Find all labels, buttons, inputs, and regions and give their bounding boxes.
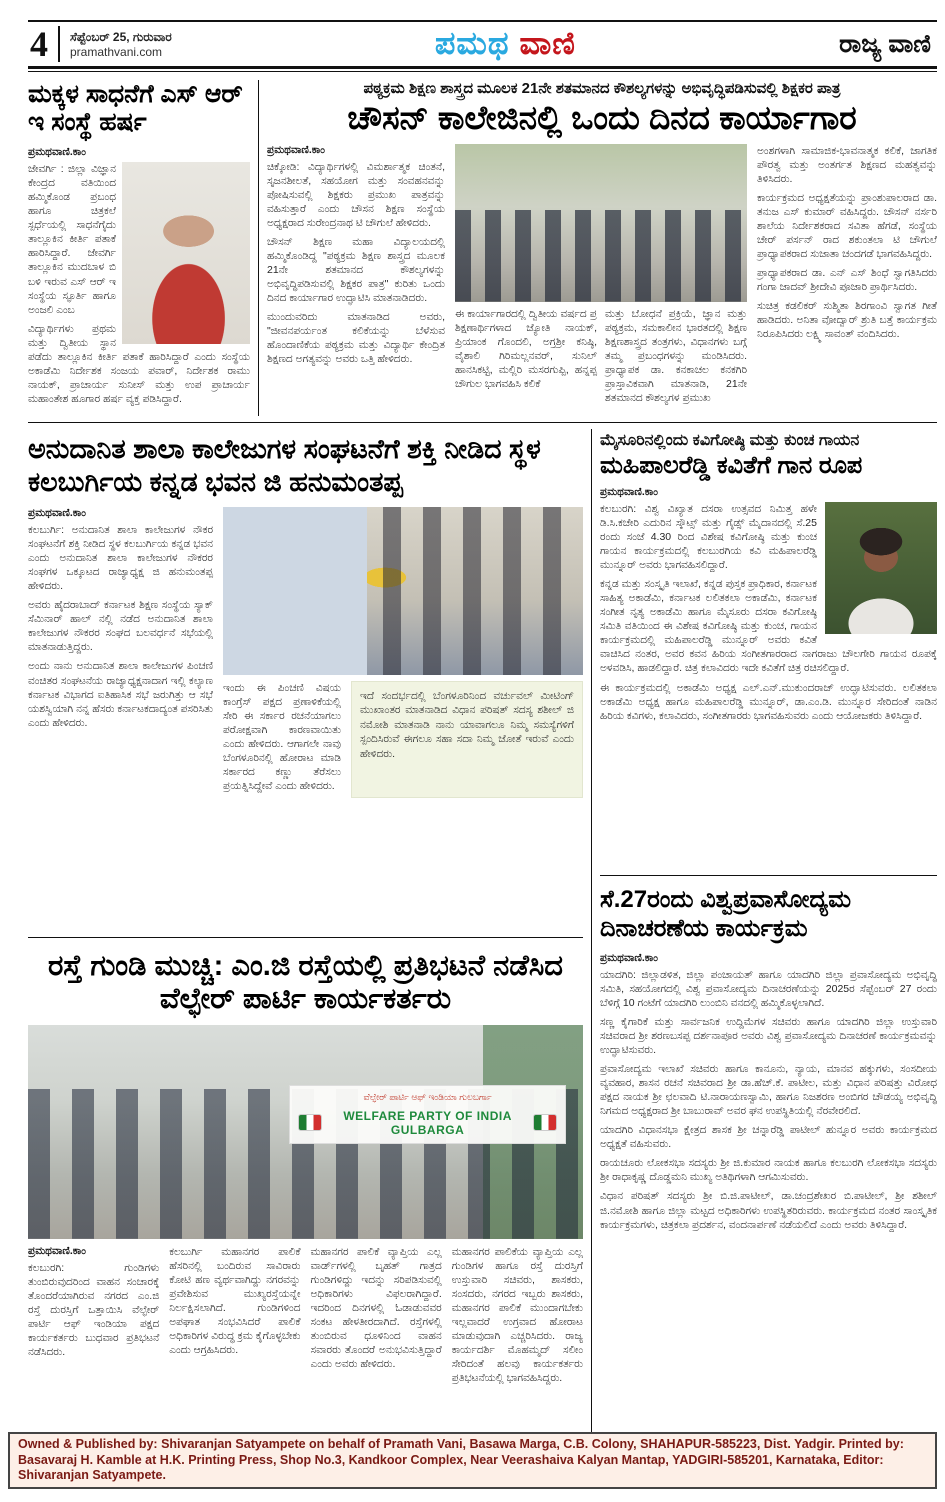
article-anudanit — [28, 429, 583, 931]
column-rule — [591, 429, 592, 1451]
banner-kannada-line: ವೆಲ್ಫೇರ್ ಪಾರ್ಟಿ ಆಫ್ ಇಂಡಿಯಾ ಗುಲಬರ್ಗಾ — [363, 1091, 492, 1102]
body-paragraph: ವಿಧಾನ ಪರಿಷತ್ ಸದಸ್ಯರು ಶ್ರೀ ಬಿ.ಜಿ.ಪಾಟೀಲ್, ಡಾ.ಚಂದ್ರಶೇಖರ ಬಿ.ಪಾಟೀಲ್, ಶ್ರೀ ಶಶೀಲ್ ಜಿ.ನಮೋಶಿ ಹಾಗೂ ಜಿಲ್ಲಾ ಮಟ್ಟದ ಅಧಿಕಾರಿಗಳು ಉಪಸ್ಥಿತರಿರುವರು. ಕಾರ್ಯಕ್ರಮದ ನಂತರ ಸಾಂಸ್ಕೃತಿಕ ಕಾರ್ಯಕ್ರಮಗಳು, ಚಿತ್ರಕಲಾ ಪ್ರದರ್ಶನ, ವಂದನಾರ್ಪಣೆ ನಡೆಯಲಿದೆ ಎಂದು ಅವರು ತಿಳಿಸಿದ್ದಾರೆ. — [600, 1190, 937, 1231]
protest-banner — [289, 1085, 567, 1144]
edition-date: ಸೆಪ್ಟೆಂಬರ್ 25, ಗುರುವಾರ — [70, 29, 172, 44]
article-chausan-byline: ಪ್ರಮಥವಾಣಿ.ಕಾಂ — [267, 143, 325, 156]
masthead — [28, 20, 937, 72]
student-portrait-photo — [122, 162, 250, 344]
body-paragraph: ಮಹಾನಗರ ಪಾಲಿಕೆ ವ್ಯಾಪ್ತಿಯ ಎಲ್ಲ ವಾರ್ಡ್‌ಗಳಲ್ಲಿ ಬೃಹತ್ ಗಾತ್ರದ ಗುಂಡಿಗಳಿದ್ದು ಇದನ್ನು ಸರಿಪಡಿಸುವಲ್ಲಿ ಅಧಿಕಾರಿಗಳು ವಿಫಲರಾಗಿದ್ದಾರೆ. ಇದರಿಂದ ದಿನಗಳಲ್ಲಿ ಓಡಾಡುವವರ ಸಂಕಟ ಹೇಳತೀರದಾಗಿದೆ. ರಸ್ತೆಗಳಲ್ಲಿ ತುಂಬಿರುವ ಧೂಳಿನಿಂದ ವಾಹನ ಸವಾರರು ತೊಂದರೆ ಅನುಭವಿಸುತ್ತಿದ್ದಾರೆ ಎಂದು ಅವರು ಹೇಳಿದರು. — [310, 1245, 442, 1371]
article-tourism — [600, 882, 937, 1451]
lower-section — [28, 429, 937, 1451]
section-divider — [600, 875, 937, 876]
section-divider — [28, 422, 937, 423]
workshop-group-photo — [455, 144, 747, 302]
highlight-box — [351, 681, 583, 799]
section-name: ರಾಜ್ಯ ವಾಣಿ — [839, 29, 931, 58]
article-anudanit-headline: ಅನುದಾನಿತ ಶಾಲಾ ಕಾಲೇಜುಗಳ ಸಂಘಟನೆಗೆ ಶಕ್ತಿ ನೀಡಿದ ಸ್ಥಳ ಕಲಬುರ್ಗಿಯ ಕನ್ನಡ ಭವನ ಜಿ ಹನುಮಂತಪ್ಪ — [28, 434, 541, 497]
body-paragraph: ಪ್ರವಾಸೋದ್ಯಮ ಇಲಾಖೆ ಸಚಿವರು ಹಾಗೂ ಕಾನೂನು, ನ್ಯಾಯ, ಮಾನವ ಹಕ್ಕುಗಳು, ಸಂಸದೀಯ ವ್ಯವಹಾರ, ಶಾಸನ ರಚನೆ ಸಚಿವರಾದ ಶ್ರೀ ಡಾ.ಹೆಚ್.ಕೆ. ಪಾಟೀಲ, ಮತ್ತು ವಿಧಾನ ಪರಿಷತ್ತು ವಿರೋಧ ಪಕ್ಷದ ನಾಯಕ ಶ್ರೀ ಛಲವಾದಿ ಟಿ.ನಾರಾಯಣಸ್ವಾಮಿ, ಹಾಗೂ ನಿಜಶರಣ ಅಂಬಿಗರ ಚೌಡಯ್ಯ ಅಭಿವೃದ್ಧಿ ನಿಗಮದ ಅಧ್ಯಕ್ಷರಾದ ಶ್ರೀ ಬಾಬುರಾವ್ ಅವರ ಘನ ಉಪಸ್ಥಿತಿಯಲ್ಲಿ ನೆರವೇರಲಿದೆ. — [600, 1062, 937, 1118]
website-url: pramathvani.com — [70, 44, 163, 59]
body-paragraph: ಯಾದಗಿರಿ ವಿಧಾನಸಭಾ ಕ್ಷೇತ್ರದ ಶಾಸಕ ಶ್ರೀ ಚನ್ನಾರೆಡ್ಡಿ ಪಾಟೀಲ್ ಹುನ್ನೂರ ಅವರು ಕಾರ್ಯಕ್ರಮದ ಅಧ್ಯಕ್ಷತೆ ವಹಿಸುವರು. — [600, 1124, 937, 1151]
body-paragraph: ಮಹಾನಗರ ಪಾಲಿಕೆಯ ವ್ಯಾಪ್ತಿಯ ಎಲ್ಲ ಗುಂಡಿಗಳ ಹಾಗೂ ರಸ್ತೆ ದುರಸ್ತಿಗೆ ಉಸ್ತುವಾರಿ ಸಚಿವರು, ಶಾಸಕರು, ಸಂಸದರು, ನಗರದ ಇಬ್ಬರು ಶಾಸಕರು, ಮಹಾನಗರ ಪಾಲಿಕೆ ಮುಂದಾಗಬೇಕು ಇಲ್ಲವಾದರೆ ಉಗ್ರವಾದ ಹೋರಾಟ ಮಾಡುವುದಾಗಿ ಎಚ್ಚರಿಸಿದರು. ರಾಜ್ಯ ಕಾರ್ಯದರ್ಶಿ ಮೊಹಮ್ಮದ್ ಸಲೀಂ ಸೇರಿದಂತೆ ಹಲವು ಕಾರ್ಯಕರ್ತರು ಪ್ರತಿಭಟನೆಯಲ್ಲಿ ಭಾಗವಹಿಸಿದ್ದರು. — [451, 1245, 583, 1385]
body-paragraph: ಕಾರ್ಯಕ್ರಮದ ಅಧ್ಯಕ್ಷತೆಯನ್ನು ಪ್ರಾಂಶುಪಾಲರಾದ ಡಾ. ತನುಜ ಎಸ್ ಕುಮಾರ್ ವಹಿಸಿದ್ದರು. ಚೌಸನ್ ನರ್ಸರಿ ಶಾಲೆಯ ನಿರ್ದೇಶಕರಾದ ಸವಿತಾ ಹೆಗಡೆ, ಸಂಸ್ಥೆಯ ಚೇರ್ ಪರ್ಸನ್ ರಾದ ಶಕುಂತಲಾ ಟಿ ಚೌಗುಲೆ ಪ್ರಾಧ್ಯಾಪಕರಾದ ಸುಜಾತಾ ಚಂದಗಡೆ ಭಾಗವಹಿಸಿದ್ದರು. — [757, 191, 937, 261]
protest-crowd-photo — [28, 1025, 583, 1239]
body-paragraph: ಪ್ರಾಧ್ಯಾಪಕರಾದ ಡಾ. ಎನ್ ಎಸ್ ಶಿಂಧೆ ಸ್ವಾಗತಿಸಿದರು ಗಂಗಾ ಜಾದವ್ ಶ್ರೀದೇವಿ ಪೂಜಾರಿ ಪ್ರಾರ್ಥಿಸಿದರು. — [757, 267, 937, 294]
article-kavigoshti-headline: ಮಹಿಪಾಲರೆಡ್ಡಿ ಕವಿತೆಗೆ ಗಾನ ರೂಪ — [600, 452, 863, 480]
masthead-rule-thin — [28, 71, 937, 72]
body-paragraph: ಜೇವರ್ಗಿ : ಜಿಲ್ಲಾ ವಿಜ್ಞಾನ ಕೇಂದ್ರದ ವತಿಯಿಂದ ಹಮ್ಮಿಕೊಂಡ ಪ್ರಬಂಧ ಹಾಗೂ ಚಿತ್ರಕಲೆ ಸ್ಪರ್ಧೆಯಲ್ಲಿ ಸಾಧನೆಗೈದು ತಾಲ್ಲೂಕಿನ ಕೀರ್ತಿ ಪತಾಕೆ ಹಾರಿಸಿದ್ದಾರೆ. ಜೇವರ್ಗಿ ತಾಲ್ಲೂಕಿನ ಮುದಬಾಳ ಬಿ ಬಳಿ ಇರುವ ಎಸ್ ಆರ್ ಇ ಸಂಸ್ಥೆಯ ಸ್ಫೂರ್ತಿ ಹಾಗೂ ಅಂಜಲಿ ಎಂಬ — [28, 163, 116, 316]
body-paragraph: ಯಾದಗಿರಿ: ಜಿಲ್ಲಾಡಳಿತ, ಜಿಲ್ಲಾ ಪಂಚಾಯತ್ ಹಾಗೂ ಯಾದಗಿರಿ ಜಿಲ್ಲಾ ಪ್ರವಾಸೋದ್ಯಮ ಅಭಿವೃದ್ಧಿ ಸಮಿತಿ, ಸಹಯೋಗದಲ್ಲಿ ವಿಶ್ವ ಪ್ರವಾಸೋದ್ಯಮ ದಿನಾಚರಣೆಯನ್ನು 2025ರ ಸೆಪ್ಟೆಂಬರ್ 27 ರಂದು ಬೆಳಿಗ್ಗೆ 10 ಗಂಟೆಗೆ ಯಾದಗಿರಿ ಲುಂಬಿನಿ ವನದಲ್ಲಿ ಹಮ್ಮಿಕೊಳ್ಳಲಾಗಿದೆ. — [600, 968, 937, 1009]
highlight-paragraph: ಇದೆ ಸಂದರ್ಭದಲ್ಲಿ ಬೆಂಗಳೂರಿನಿಂದ ವರ್ಚುವಲ್ ಮೀಟಿಂಗ್ ಮುಖಾಂತರ ಮಾತನಾಡಿದ ವಿಧಾನ ಪರಿಷತ್ ಸದಸ್ಯ ಶಶೀಲ್ ಜಿ ನಮೋಶಿ ಮಾತನಾಡಿ ನಾನು ಯಾವಾಗಲೂ ನಿಮ್ಮ ಸಮಸ್ಯೆಗಳಿಗೆ ಸ್ಪಂದಿಸಿರುವೆ ಈಗಲೂ ಸಹಾ ಸದಾ ನಿಮ್ಮ ಜೋತೆ ಇರುವೆ ಎಂದು ಹೇಳಿದರು. — [360, 689, 574, 760]
article-kavigoshti-byline: ಪ್ರಮಥವಾಣಿ.ಕಾಂ — [600, 485, 658, 498]
paper-title — [172, 25, 839, 63]
party-flag-icon — [298, 1114, 322, 1131]
body-paragraph: ಅಂದು ನಾನು ಅನುದಾನಿತ ಶಾಲಾ ಕಾಲೇಜುಗಳ ಪಿಂಚಣಿ ವಂಚಿತರ ಸಂಘಟನೆಯ ರಾಜ್ಯಾಧ್ಯಕ್ಷನಾದಾಗ ಇಲ್ಲಿ ಕಲ್ಯಾಣ ಕರ್ನಾಟಕ ವಿಭಾಗದ ಐತಿಹಾಸಿಕ ಸಭೆ ಜರುಗಿತ್ತು ಆ ಸಭೆ ಯಶಸ್ವಿಯಾಗಿ ನನ್ನ ಹೆಸರು ಕರ್ನಾಟಕದಾದ್ಯಂತ ಪಸರಿಸಿತು ಎಂದು ಹೇಳಿದರು. — [28, 660, 213, 729]
article-chausan-photo-column — [455, 144, 747, 416]
body-paragraph: ಈ ಕಾರ್ಯಾಗಾರದಲ್ಲಿ ದ್ವಿತೀಯ ವರ್ಷದ ಪ್ರ ಶಿಕ್ಷಣಾರ್ಥಿಗಳಾದ ಜ್ಯೋತಿ ನಾಯಕ್, ಪ್ರಿಯಾಂಕ ಗೊಂದಲಿ, ಅಗ್ರಶ್ರೀ ಕನಿಷ್ಠಿ, ವೈಶಾಲಿ ಗಿರಿಮಲ್ಲನವರ್, ಸುನಿಲ್ ಹಾನಸಿಕಟ್ಟಿ, ಮಲ್ಲಿರಿ ಮಸರಗುಪ್ಪಿ, ಹನ್ನಪ್ಪ ಚೌಗುಲ ಭಾಗವಹಿಸಿ ಕಲಿಕೆ — [455, 307, 597, 390]
imprint-text: Owned & Published by: Shivaranjan Satyampete on behalf of Pramath Vani, Basawa Marga, C.B. Colony, SHAHAPUR-585223, Dist. Yadgir. Printed by: Basavaraj H. Kamble at H.K. Printing Press, Shop No.3, Kandkoor Complex, Near Veerashaiva Kalyan Mantap, YADGIRI-585201, Karnataka, Editor: Shivaranjan Satyampete. — [18, 1437, 904, 1483]
article-kavigoshti — [600, 429, 937, 869]
article-anudanit-photo-column — [223, 507, 583, 799]
article-sre — [28, 80, 250, 416]
article-protest-headline: ರಸ್ತೆ ಗುಂಡಿ ಮುಚ್ಚಿ: ಎಂ.ಜಿ ರಸ್ತೆಯಲ್ಲಿ ಪ್ರತಿಭಟನೆ ನಡೆಸಿದ ವೆಲ್ಫೇರ್ ಪಾರ್ಟಿ ಕಾರ್ಯಕರ್ತರು — [47, 950, 564, 1016]
article-chausan-kicker: ಪಠ್ಯಕ್ರಮ ಶಿಕ್ಷಣ ಶಾಸ್ತ್ರದ ಮೂಲಕ 21ನೇ ಶತಮಾನದ ಕೌಶಲ್ಯಗಳನ್ನು ಅಭಿವೃದ್ಧಿಪಡಿಸುವಲ್ಲಿ ಶಿಕ್ಷಕರ ಪಾತ್ರ — [363, 80, 841, 97]
body-paragraph: ಮುಂದುವರಿದು ಮಾತನಾಡಿದ ಅವರು, "ಜೀವನಪರ್ಯಂತ ಕಲಿಕೆಯನ್ನು ಬೆಳೆಸುವ ಹೊಂದಾಣಿಕೆಯ ಪಠ್ಯಕ್ರಮ ಮತ್ತು ವಿದ್ಯಾರ್ಥಿ ಕೇಂದ್ರಿತ ಶಿಕ್ಷಣದ ಅಗತ್ಯವನ್ನು ಅವರು ಒತ್ತಿ ಹೇಳಿದರು. — [267, 311, 445, 366]
article-anudanit-byline: ಪ್ರಮಥವಾಣಿ.ಕಾಂ — [28, 506, 86, 519]
body-paragraph: ರಾಯಚೂರು ಲೋಕಸಭಾ ಸದಸ್ಯರು ಶ್ರೀ ಜಿ.ಕುಮಾರ ನಾಯಕ ಹಾಗೂ ಕಲಬುರಗಿ ಲೋಕಸಭಾ ಸದಸ್ಯರು ಶ್ರೀ ರಾಧಾಕೃಷ್ಣ ದೊಡ್ಡಮನಿ ಮುಖ್ಯ ಅತಿಥಿಗಳಾಗಿ ಆಗಮಿಸುವರು. — [600, 1157, 937, 1184]
body-paragraph: ಸಣ್ಣ ಕೈಗಾರಿಕೆ ಮತ್ತು ಸಾರ್ವಜನಿಕ ಉದ್ದಿಮೆಗಳ ಸಚಿವರು ಹಾಗೂ ಯಾದಗಿರಿ ಜಿಲ್ಲಾ ಉಸ್ತುವಾರಿ ಸಚಿವರಾದ ಶ್ರೀ ಶರಣಬಸಪ್ಪ ದರ್ಶನಾಪೂರ ಅವರು ವಿಶ್ವ ಪ್ರವಾಸೋದ್ಯಮ ದಿನಾಚರಣೆ ಕಾರ್ಯಕ್ರಮವನ್ನು ಉದ್ಘಾಟಿಸುವರು. — [600, 1015, 937, 1056]
body-paragraph: ಚಿಕ್ಕೋಡಿ: ವಿದ್ಯಾರ್ಥಿಗಳಲ್ಲಿ ವಿಮರ್ಶಾತ್ಮಕ ಚಿಂತನೆ, ಸೃಜನಶೀಲತೆ, ಸಹಯೋಗ ಮತ್ತು ಸಂವಹನವನ್ನು ಪೋಷಿಸುವಲ್ಲಿ ಶಿಕ್ಷಕರು ಪ್ರಮುಖ ಪಾತ್ರವನ್ನು ವಹಿಸುತ್ತಾರೆ ಎಂದು ಚೌಸನ ಶಿಕ್ಷಣ ಸಂಸ್ಥೆಯ ಅಧ್ಯಕ್ಷರಾದ ಸುರೇಂದ್ರನಾಥ ಟಿ ಚೌಗುಲೆ ಹೇಳಿದರು. — [267, 160, 445, 229]
body-paragraph: ಕನ್ನಡ ಮತ್ತು ಸಂಸ್ಕೃತಿ ಇಲಾಖೆ, ಕನ್ನಡ ಪುಸ್ತಕ ಪ್ರಾಧಿಕಾರ, ಕರ್ನಾಟಕ ಸಾಹಿತ್ಯ ಅಕಾಡೆಮಿ, ಕರ್ನಾಟಕ ಲಲಿತಕಲಾ ಅಕಾಡೆಮಿ, ಕರ್ನಾಟಕ ಸಂಗೀತ ನೃತ್ಯ ಅಕಾಡೆಮಿ ಹಾಗೂ ಮೈಸೂರು ದಸರಾ ಕವಿಗೋಷ್ಠಿ ಸಮಿತಿ ವತಿಯಿಂದ ಈ ವಿಶೇಷ ಕವಿಗೋಷ್ಠಿ ಮತ್ತು ಕುಂಚ, ಗಾಯನ ಕಾರ್ಯಕ್ರಮದಲ್ಲಿ ಮಹಿಪಾಲರೆಡ್ಡಿ ಮುನ್ನೂರ್ ಅವರು ಕವಿತೆ ವಾಚಿಸಿದ ನಂತರ, ಅವರ ಕವನ ಹಿರಿಯ ಸಂಗೀತಗಾರರಾದ ನಾಗರಾಜು ಚೌಲಗೇರಿ ಗಾಯನ ರೂಪಕ್ಕೆ ಅಳವಡಿಸಿ, ಹಾಡಲಿದ್ದಾರೆ. ಚಿತ್ರ ಕಲಾವಿದರು ಇದೇ ಕವಿತೆಗೆ ಚಿತ್ರ ರಚಿಸಲಿದ್ದಾರೆ. — [600, 578, 937, 675]
article-kavigoshti-kicker: ಮೈಸೂರಿನಲ್ಲಿಂದು ಕವಿಗೋಷ್ಠಿ ಮತ್ತು ಕುಂಚ ಗಾಯನ — [600, 432, 860, 449]
article-anudanit-col1 — [28, 507, 213, 799]
masthead-divider — [58, 26, 60, 62]
article-protest — [28, 944, 583, 1451]
section-divider — [28, 937, 583, 938]
party-flag-icon — [533, 1114, 557, 1131]
article-sre-headline: ಮಕ್ಕಳ ಸಾಧನೆಗೆ ಎಸ್ ಆರ್ ಇ ಸಂಸ್ಥೆ ಹರ್ಷ — [28, 80, 243, 136]
top-row — [28, 80, 937, 416]
article-sre-byline: ಪ್ರಮಥವಾಣಿ.ಕಾಂ — [28, 146, 86, 158]
article-tourism-byline: ಪ್ರಮಥವಾಣಿ.ಕಾಂ — [600, 951, 658, 964]
article-protest-byline: ಪ್ರಮಥವಾಣಿ.ಕಾಂ — [28, 1244, 86, 1257]
body-paragraph: ಕಲಬುರ್ಗಿ: ಅನುದಾನಿತ ಶಾಲಾ ಕಾಲೇಜುಗಳ ನೌಕರ ಸಂಘಟನೆಗೆ ಶಕ್ತಿ ನೀಡಿದ ಸ್ಥಳ ಕಲಬುರ್ಗಿಯ ಕನ್ನಡ ಭವನ ಎಂದು ಅನುದಾನಿತ ಶಾಲಾ ಕಾಲೇಜುಗಳ ನೌಕರರ ಸಂಘಗಳ ಒಕ್ಕೂಟದ ರಾಜ್ಯಾಧ್ಯಕ್ಷ ಜಿ ಹನುಮಂತಪ್ಪ ಹೇಳಿದರು. — [28, 523, 213, 593]
body-paragraph: ಚೌಸನ್ ಶಿಕ್ಷಣ ಮಹಾ ವಿದ್ಯಾಲಯದಲ್ಲಿ ಹಮ್ಮಿಕೊಂಡಿದ್ದ "ಪಠ್ಯಕ್ರಮ ಶಿಕ್ಷಣ ಶಾಸ್ತ್ರದ ಮೂಲಕ 21ನೇ ಶತಮಾನದ ಕೌಶಲ್ಯಗಳನ್ನು ಅಭಿವೃದ್ಧಿಪಡಿಸುವಲ್ಲಿ ಶಿಕ್ಷಕರ ಪಾತ್ರ" ಕುರಿತು ಒಂದು ದಿನದ ಕಾರ್ಯಾಗಾರ ಉದ್ಘಾಟಿಸಿ ಮಾತನಾಡಿದರು. — [267, 235, 445, 305]
body-paragraph: ವಿದ್ಯಾರ್ಥಿಗಳು ಪ್ರಥಮ ಮತ್ತು ದ್ವಿತೀಯ ಸ್ಥಾನ ಪಡೆದು ತಾಲ್ಲೂಕಿನ ಕೀರ್ತಿ ಪತಾಕೆ ಹಾರಿಸಿದ್ದಾರೆ ಎಂದು ಸಂಸ್ಥೆಯ ಅಕಾಡೆಮಿ ನಿರ್ದೇಶಕ ಸಂಜಯ ಪವಾರ್, ನಿರ್ದೇಶಕ ರಾಮು ನಾಯಕ್, ಪ್ರಾಚಾರ್ಯ ಸುನೀಸ್ ಮತ್ತು ಉಪ ಪ್ರಾಚಾರ್ಯ ಮಹಾಂತೇಶ ಹೂಗಾರ ಹರ್ಷ ವ್ಯಕ್ತ ಪಡಿಸಿದ್ದಾರೆ. — [28, 322, 250, 405]
article-chausan-headline: ಚೌಸನ್ ಕಾಲೇಜಿನಲ್ಲಿ ಒಂದು ದಿನದ ಕಾರ್ಯಾಗಾರ — [347, 99, 857, 136]
body-paragraph: ಕಲಬುರ್ಗಿ ಮಹಾನಗರ ಪಾಲಿಕೆ ಹೆಸರಿನಲ್ಲಿ ಬಂದಿರುವ ಸಾವಿರಾರು ಕೋಟಿ ಹಣ ವ್ಯರ್ಥವಾಗಿದ್ದು ನಗರವನ್ನು ಪ್ರವೇಶಿಸುವ ಮುಖ್ಯರಸ್ತೆಯನ್ನೇ ನಿರ್ಲಕ್ಷಿಸಲಾಗಿದೆ. ಗುಂಡಿಗಳಿಂದ ಅಪಘಾತ ಸಂಭವಿಸಿದರೆ ಪಾಲಿಕೆ ಅಧಿಕಾರಿಗಳ ವಿರುದ್ಧ ಕ್ರಮ ಕೈಗೊಳ್ಳಬೇಕು ಎಂದು ಆಗ್ರಹಿಸಿದರು. — [169, 1245, 301, 1357]
article-protest-body — [28, 1245, 583, 1451]
paper-title-part2: ವಾಣಿ — [519, 25, 576, 61]
column-rule — [258, 80, 259, 416]
poet-portrait-photo — [825, 502, 937, 634]
body-paragraph: ಈ ಕಾರ್ಯಕ್ರಮದಲ್ಲಿ ಅಕಾಡೆಮಿ ಅಧ್ಯಕ್ಷ ಎಲ್.ಎನ್.ಮುಕುಂದರಾಜ್ ಉದ್ಘಾಟಿಸುವರು. ಲಲಿತಕಲಾ ಅಕಾಡೆಮಿ ಅಧ್ಯಕ್ಷ ಹಾಗೂ ಮಹಿಪಾಲರೆಡ್ಡಿ ಮುನ್ನೂರ್, ಡಾ.ಎಂ.ಡಿ. ಮುನ್ನೂರ ಸೇರಿದಂತೆ ನಾಡಿನ ಹಿರಿಯ ಕವಿಗಳು, ಕಲಾವಿದರು, ಸಂಗೀತಗಾರರು ಭಾಗವಹಿಸುವರು ಎಂದು ಆಯೋಜಕರು ತಿಳಿಸಿದ್ದಾರೆ. — [600, 681, 937, 722]
article-chausan-col1 — [267, 144, 445, 416]
article-tourism-headline: ಸೆ.27ರಂದು ವಿಶ್ವಪ್ರವಾಸೋದ್ಯಮ ದಿನಾಚರಣೆಯ ಕಾರ್ಯಕ್ರಮ — [600, 886, 852, 942]
article-chausan-col3 — [757, 144, 937, 416]
page-number: 4 — [30, 24, 48, 64]
body-paragraph: ಮತ್ತು ಬೋಧನೆ ಪ್ರಕ್ರಿಯೆ, ಜ್ಞಾನ ಮತ್ತು ಪಠ್ಯಕ್ರಮ, ಸಮಕಾಲೀನ ಭಾರತದಲ್ಲಿ ಶಿಕ್ಷಣ ಶಿಕ್ಷಣಶಾಸ್ತ್ರದ ತಂತ್ರಗಳು, ವಿಧಾನಗಳು ಬಗ್ಗೆ ತಮ್ಮ ಪ್ರಬಂಧಗಳನ್ನು ಮಂಡಿಸಿದರು. ಪ್ರಾಧ್ಯಾಪಕ ಡಾ. ಕನಕಾಚಲ ಕನಕಗಿರಿ ಪ್ರಾಸ್ತಾವಿಕವಾಗಿ ಮಾತನಾಡಿ, 21ನೇ ಶತಮಾನದ ಕೌಶಲ್ಯಗಳ ಪ್ರಮುಖ — [605, 307, 747, 405]
felicitation-event-photo — [223, 507, 583, 675]
body-paragraph: ಅವರು ಹೈದರಾಬಾದ್ ಕರ್ನಾಟಕ ಶಿಕ್ಷಣ ಸಂಸ್ಥೆಯ ಸ್ಯಾಕ್ ಸೆಮಿನಾರ್ ಹಾಲ್ ನಲ್ಲಿ ನಡೆದ ಅನುದಾನಿತ ಶಾಲಾ ಕಾಲೇಜುಗಳ ನೌಕರರ ಸಂಘದ ಬಲವರ್ಧನೆ ಸಭೆಯಲ್ಲಿ ಮಾತನಾಡುತ್ತಿದ್ದರು. — [28, 599, 213, 654]
body-paragraph: ಇಂದು ಈ ಪಿಂಚಣಿ ವಿಷಯ ಕಾಂಗ್ರೆಸ್ ಪಕ್ಷದ ಪ್ರಣಾಳಿಕೆಯಲ್ಲಿ ಸೇರಿ ಈ ಸರ್ಕಾರ ರಚನೆಯಾಗಲು ಪರೋಕ್ಷವಾಗಿ ಕಾರಣವಾಯಿತು ಎಂದು ಹೇಳಿದರು. ಆಗಾಗಲೇ ನಾವು ಬೆಂಗಳೂರಿನಲ್ಲಿ ಹೋರಾಟ ಮಾಡಿ ಸರ್ಕಾರದ ಕಣ್ಣು ತೆರೆಸಲು ಪ್ರಯತ್ನಿಸಿದ್ದೇವೆ ಎಂದು ಹೇಳಿದರು. — [223, 681, 341, 793]
body-paragraph: ಕಲಬುರಗಿ: ಗುಂಡಿಗಳು ತುಂಬಿರುವುದರಿಂದ ವಾಹನ ಸಂಚಾರಕ್ಕೆ ತೊಂದರೆಯಾಗಿರುವ ನಗರದ ಎಂ.ಜಿ ರಸ್ತೆ ದುರಸ್ತಿಗೆ ಒತ್ತಾಯಿಸಿ ವೆಲ್ಫೇರ್ ಪಾರ್ಟಿ ಆಫ್ ಇಂಡಿಯಾ ಪಕ್ಷದ ಕಾರ್ಯಕರ್ತರು ಬುಧವಾರ ಪ್ರತಿಭಟನೆ ನಡೆಸಿದರು. — [28, 1261, 160, 1359]
paper-title-part1: ಪಮಥ — [434, 25, 510, 61]
body-paragraph: ಅಂಶಗಳಾಗಿ ಸಾಮಾಜಿಕ-ಭಾವನಾತ್ಮಕ ಕಲಿಕೆ, ಜಾಗತಿಕ ಪೌರತ್ವ ಮತ್ತು ಅಂತರ್ಗತ ಶಿಕ್ಷಣದ ಮಹತ್ವವನ್ನು ತಿಳಿಸಿದರು. — [757, 144, 937, 185]
masthead-rule-thick — [28, 66, 937, 69]
lower-left-column — [28, 429, 583, 1451]
imprint-footer — [8, 1432, 937, 1489]
masthead-dateblock — [70, 30, 172, 59]
body-paragraph: ಸುಚಿತ್ರ ಕಡಲಿಕರ್ ಸುಶ್ಮಿತಾ ಶಿರಗಾಂವಿ ಸ್ವಾಗತ ಗೀತೆ ಹಾಡಿದರು. ಅನಿತಾ ವೋದ್ವಾರ್ ಶ್ರುತಿ ಬತ್ತೆ ಕಾರ್ಯಕ್ರಮ ನಿರೂಪಿಸಿದರು ಲಕ್ಷ್ಮಿ ಸಾವಂತ್ ವಂದಿಸಿದರು. — [757, 300, 937, 341]
body-paragraph: ಕಲಬುರಗಿ: ವಿಶ್ವ ವಿಖ್ಯಾತ ದಸರಾ ಉತ್ಸವದ ನಿಮಿತ್ತ ಹಳೇ ಡಿ.ಸಿ.ಕಚೇರಿ ಎದುರಿನ ಸ್ಕೌಟ್ಸ್ ಮತ್ತು ಗೈಡ್ಸ್ ಮೈದಾನದಲ್ಲಿ ಸೆ.25 ರಂದು ಸಂಜೆ 4.30 ರಿಂದ ವಿಶೇಷ ಕವಿಗೋಷ್ಠಿ ಮತ್ತು ಕುಂಚ ಗಾಯನ ಕಾರ್ಯಕ್ರಮದಲ್ಲಿ ಕಲಬುರಗಿಯ ಕವಿ ಮಹಿಪಾಲರೆಡ್ಡಿ ಮುನ್ನೂರ್ ಅವರು ಭಾಗವಹಿಸಲಿದ್ದಾರೆ. — [600, 502, 817, 572]
banner-text: WELFARE PARTY OF INDIA GULBARGA — [343, 1108, 512, 1137]
lower-right-column — [600, 429, 937, 1451]
article-chausan — [267, 80, 937, 416]
